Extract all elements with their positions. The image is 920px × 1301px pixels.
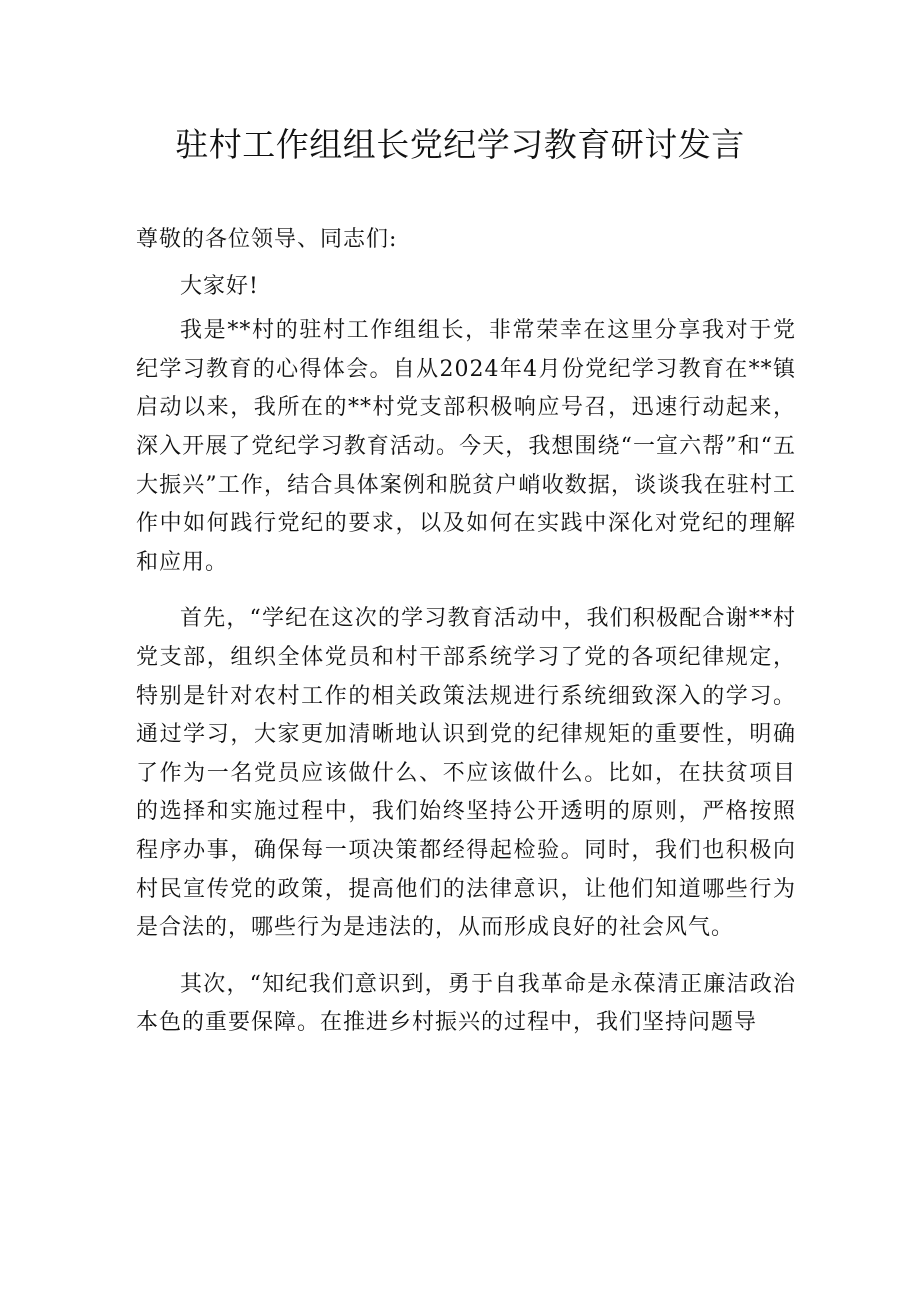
- paragraph-second: 其次，“知纪我们意识到，勇于自我革命是永葆清正廉洁政治本色的重要保障。在推进乡村振兴的过程中，我们坚持问题导: [136, 971, 796, 1036]
- document-body: [136, 221, 796, 1043]
- greeting: 大家好!: [180, 273, 259, 299]
- paragraph-intro: 我是**村的驻村工作组组长，非常荣幸在这里分享我对于党纪学习教育的心得体会。自从2024年4月份党纪学习教育在**镇启动以来，我所在的**村党支部积极响应号召，迅速行动起来，深入开展了党纪学习教育活动。今天，我想围绕“一宣六帮”和“五大振兴”工作，结合具体案例和脱贫户峭收数据，谈谈我在驻村工作中如何践行党纪的要求，以及如何在实践中深化对党纪的理解和应用。: [136, 318, 796, 575]
- paragraph-first: 首先，“学纪在这次的学习教育活动中，我们积极配合谢**村党支部，组织全体党员和村干部系统学习了党的各项纪律规定，特别是针对农村工作的相关政策法规进行系统细致深入的学习。通过学习，大家更加清晰地认识到党的纪律规矩的重要性，明确了作为一名党员应该做什么、不应该做什么。比如，在扶贫项目的选择和实施过程中，我们始终坚持公开透明的原则，严格按照程序办事，确保每一项决策都经得起检验。同时，我们也积极向村民宣传党的政策，提高他们的法律意识，让他们知道哪些行为是合法的，哪些行为是违法的，从而形成良好的社会风气。: [136, 606, 796, 941]
- document-title: 驻村工作组组长党纪学习教育研讨发言: [175, 125, 745, 164]
- salutation: 尊敬的各位领导、同志们:: [136, 227, 398, 252]
